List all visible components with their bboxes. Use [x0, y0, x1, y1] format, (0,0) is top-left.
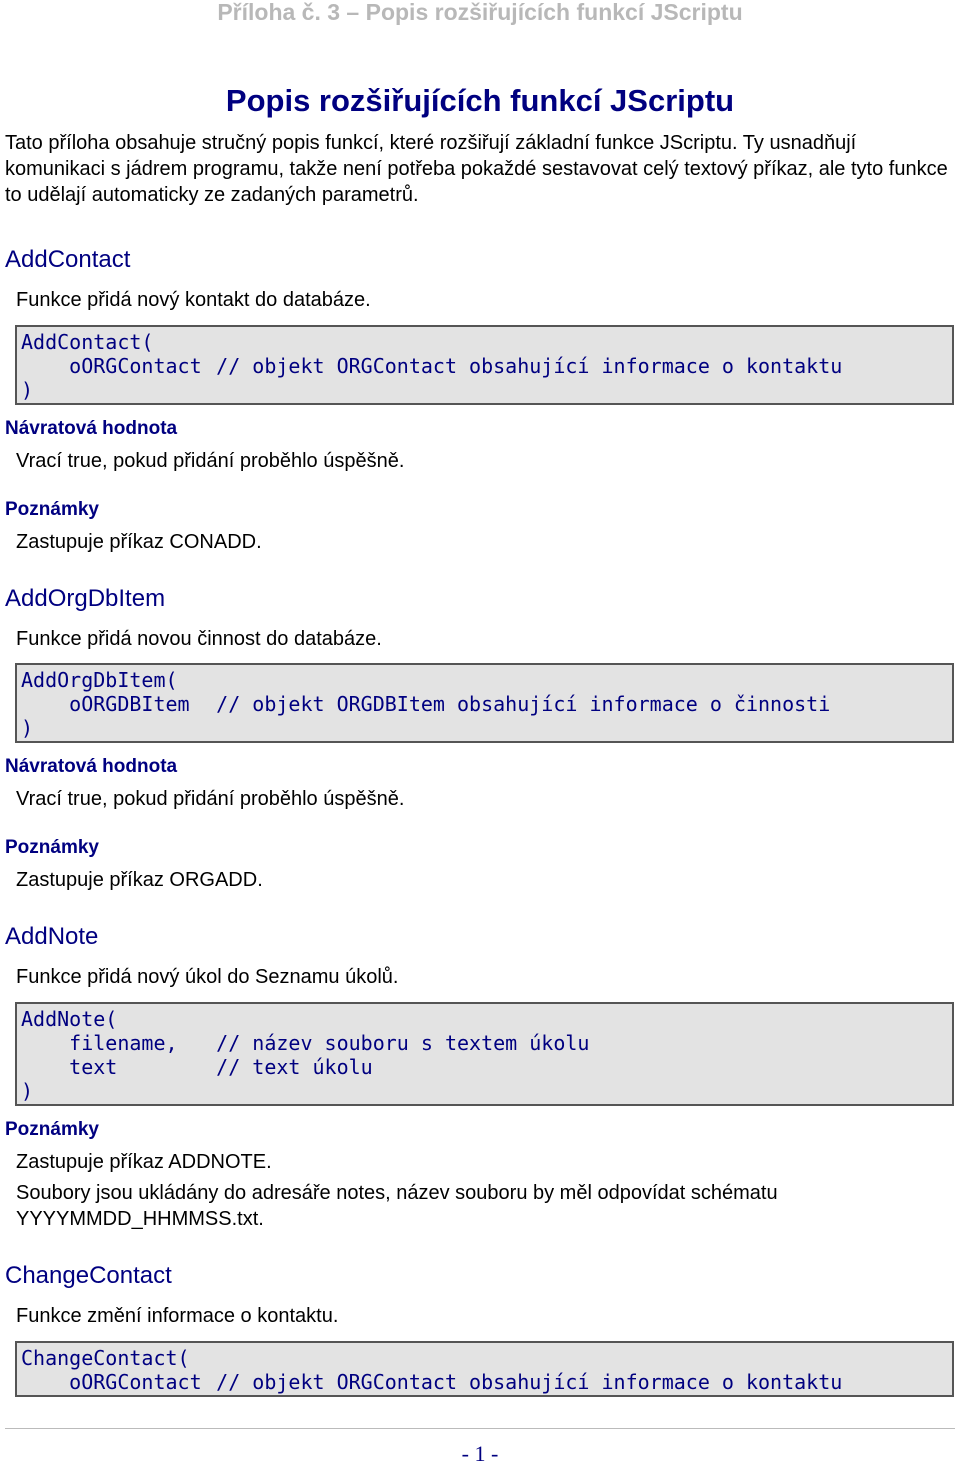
- code-line-param: [21, 1055, 952, 1079]
- code-param: oORGContact: [69, 1370, 202, 1394]
- code-line-param: [21, 354, 952, 378]
- section-heading-changecontact: ChangeContact: [5, 1262, 172, 1289]
- code-comment: // objekt ORGContact obsahující informace o kontaktu: [216, 354, 843, 378]
- code-param: text: [69, 1055, 118, 1079]
- changecontact-code-block: [15, 1341, 954, 1397]
- code-line-close: ): [21, 716, 34, 740]
- section-heading-addorgdbitem: AddOrgDbItem: [5, 585, 166, 612]
- code-comment: // název souboru s textem úkolu: [216, 1031, 590, 1055]
- code-line-open: ChangeContact(: [21, 1346, 190, 1370]
- addnote-note-2: Soubory jsou ukládány do adresáře notes, název souboru by měl odpovídat schématu YYYYMMDD_HHMMSS.txt.: [16, 1182, 778, 1230]
- section-heading-addcontact: AddContact: [5, 246, 131, 273]
- code-comment: // objekt ORGContact obsahující informace o kontaktu: [216, 1370, 843, 1394]
- code-line-param: [21, 1370, 952, 1394]
- addcontact-description: Funkce přidá nový kontakt do databáze.: [16, 289, 371, 311]
- code-line-close: ): [21, 378, 34, 402]
- code-line-open: AddOrgDbItem(: [21, 668, 178, 692]
- addcontact-note: Zastupuje příkaz CONADD.: [16, 531, 262, 553]
- section-heading-addnote: AddNote: [5, 923, 99, 950]
- addorgdbitem-description: Funkce přidá novou činnost do databáze.: [16, 628, 382, 650]
- code-param: oORGDBItem: [69, 692, 190, 716]
- addorgdbitem-return-text: Vrací true, pokud přidání proběhlo úspěšně.: [16, 788, 405, 810]
- code-comment: // objekt ORGDBItem obsahující informace o činnosti: [216, 692, 831, 716]
- code-line-open: AddContact(: [21, 330, 154, 354]
- addnote-description: Funkce přidá nový úkol do Seznamu úkolů.: [16, 966, 399, 988]
- addorgdbitem-notes-heading: Poznámky: [5, 837, 99, 858]
- code-line-close: ): [21, 1079, 34, 1103]
- changecontact-description: Funkce změní informace o kontaktu.: [16, 1305, 339, 1327]
- code-comment: // text úkolu: [216, 1055, 373, 1079]
- code-line-param: [21, 692, 952, 716]
- addorgdbitem-code-block: [15, 663, 954, 743]
- addorgdbitem-return-heading: Návratová hodnota: [5, 756, 178, 777]
- addcontact-return-text: Vrací true, pokud přidání proběhlo úspěšně.: [16, 450, 405, 472]
- page-title: Popis rozšiřujících funkcí JScriptu: [225, 83, 735, 118]
- addcontact-return-heading: Návratová hodnota: [5, 418, 178, 439]
- intro-paragraph: Tato příloha obsahuje stručný popis funkcí, které rozšiřují základní funkce JScriptu. Ty usnadňují komunikaci s jádrem programu, takže není potřeba pokaždé sestavovat celý textový příkaz, ale tyto funkce to udělají automaticky ze zadaných parametrů.: [5, 132, 948, 206]
- addcontact-notes-heading: Poznámky: [5, 499, 99, 520]
- code-param: filename,: [69, 1031, 178, 1055]
- addnote-notes-heading: Poznámky: [5, 1119, 99, 1140]
- running-header: Příloha č. 3 – Popis rozšiřujících funkcí JScriptu: [217, 0, 743, 25]
- footer-divider: [5, 1428, 955, 1429]
- addnote-code-block: [15, 1002, 954, 1106]
- addorgdbitem-note: Zastupuje příkaz ORGADD.: [16, 869, 263, 891]
- code-line-open: AddNote(: [21, 1007, 118, 1031]
- code-line-param: [21, 1031, 952, 1055]
- addnote-note-1: Zastupuje příkaz ADDNOTE.: [16, 1151, 272, 1173]
- addcontact-code-block: [15, 325, 954, 405]
- page-number: - 1 -: [461, 1441, 499, 1466]
- code-param: oORGContact: [69, 354, 202, 378]
